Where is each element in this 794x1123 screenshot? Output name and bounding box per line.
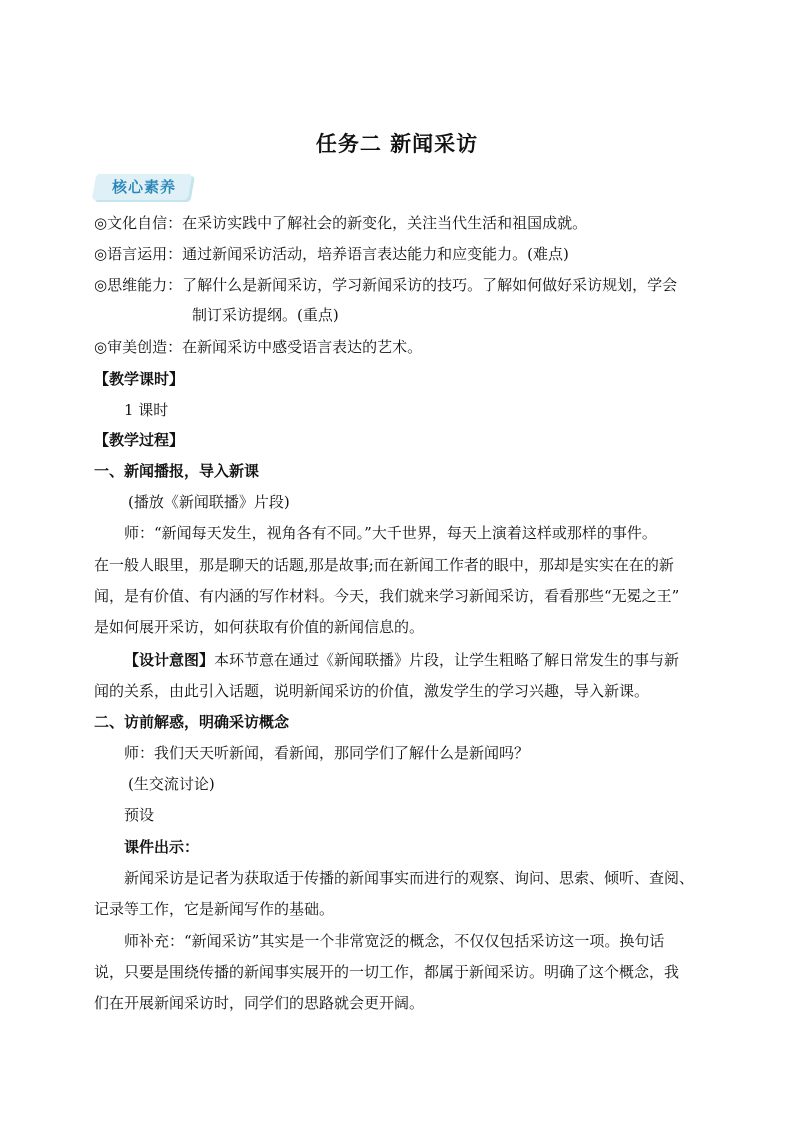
goal-text: 在采访实践中了解社会的新变化，关注当代生活和祖国成就。 [182, 214, 588, 232]
design-intent [124, 650, 679, 670]
section-heading: 二、访前解惑，明确采访概念 [94, 713, 290, 731]
section-heading: 一、新闻播报，导入新课 [94, 462, 260, 480]
goal-item [94, 213, 587, 233]
goal-label: ◎文化自信： [94, 214, 183, 232]
stage-note: (播放《新闻联播》片段) [128, 493, 290, 511]
paragraph-line: 本环节意在通过《新闻联播》片段，让学生粗略了解日常发生的事与新 [214, 651, 680, 669]
page-title: 任务二 新闻采访 [315, 131, 479, 156]
preset-label: 预设 [124, 806, 155, 824]
paragraph-line: 新闻采访是记者为获取适于传播的新闻事实而进行的观察、询问、思索、倾听、查阅、 [124, 869, 695, 887]
goal-text: 在新闻采访中感受语言表达的艺术。 [182, 338, 423, 356]
section-badge-label: 核心素养 [111, 178, 176, 196]
paragraph-line: 师：“新闻每天发生，视角各有不同。”大千世界，每天上演着这样或那样的事件。 [124, 524, 657, 542]
goal-text-continued: 制订采访提纲。(重点) [192, 306, 339, 324]
paragraph-line: 记录等工作，它是新闻写作的基础。 [94, 900, 335, 918]
goal-text: 通过新闻采访活动，培养语言表达能力和应变能力。(难点) [182, 245, 569, 263]
paragraph-line: 闻，是有价值、有内涵的写作材料。今天，我们就来学习新闻采访，看看那些“无冕之王” [94, 587, 680, 605]
goal-item [94, 244, 569, 264]
goal-label: ◎审美创造： [94, 338, 183, 356]
paragraph-line: 在一般人眼里，那是聊天的话题,那是故事;而在新闻工作者的眼中，那却是实实在在的新 [94, 556, 674, 574]
paragraph-line: 师补充：“新闻采访”其实是一个非常宽泛的概念，不仅仅包括采访这一项。换句话 [124, 932, 665, 950]
design-intent-label: 【设计意图】 [124, 651, 215, 669]
paragraph-line: 说，只要是围绕传播的新闻事实展开的一切工作，都属于新闻采访。明确了这个概念，我 [94, 963, 680, 981]
goal-text: 了解什么是新闻采访，学习新闻采访的技巧。了解如何做好采访规划，学会 [182, 276, 678, 294]
paragraph-line: 闻的关系，由此引入话题，说明新闻采访的价值，激发学生的学习兴趣，导入新课。 [94, 682, 650, 700]
process-heading: 【教学过程】 [94, 431, 185, 449]
goal-item [94, 337, 422, 357]
goal-label: ◎语言运用： [94, 245, 183, 263]
stage-note: (生交流讨论) [128, 775, 215, 793]
hours-value: 1 课时 [124, 401, 169, 419]
paragraph-line: 们在开展新闻采访时，同学们的思路就会更开阔。 [94, 994, 425, 1012]
hours-heading: 【教学课时】 [94, 370, 185, 388]
paragraph-line: 是如何展开采访，如何获取有价值的新闻信息的。 [94, 618, 425, 636]
courseware-label: 课件出示： [124, 838, 200, 856]
goal-label: ◎思维能力： [94, 276, 183, 294]
teacher-question: 师：我们天天听新闻，看新闻，那同学们了解什么是新闻吗？ [124, 744, 530, 762]
goal-item [94, 275, 677, 295]
